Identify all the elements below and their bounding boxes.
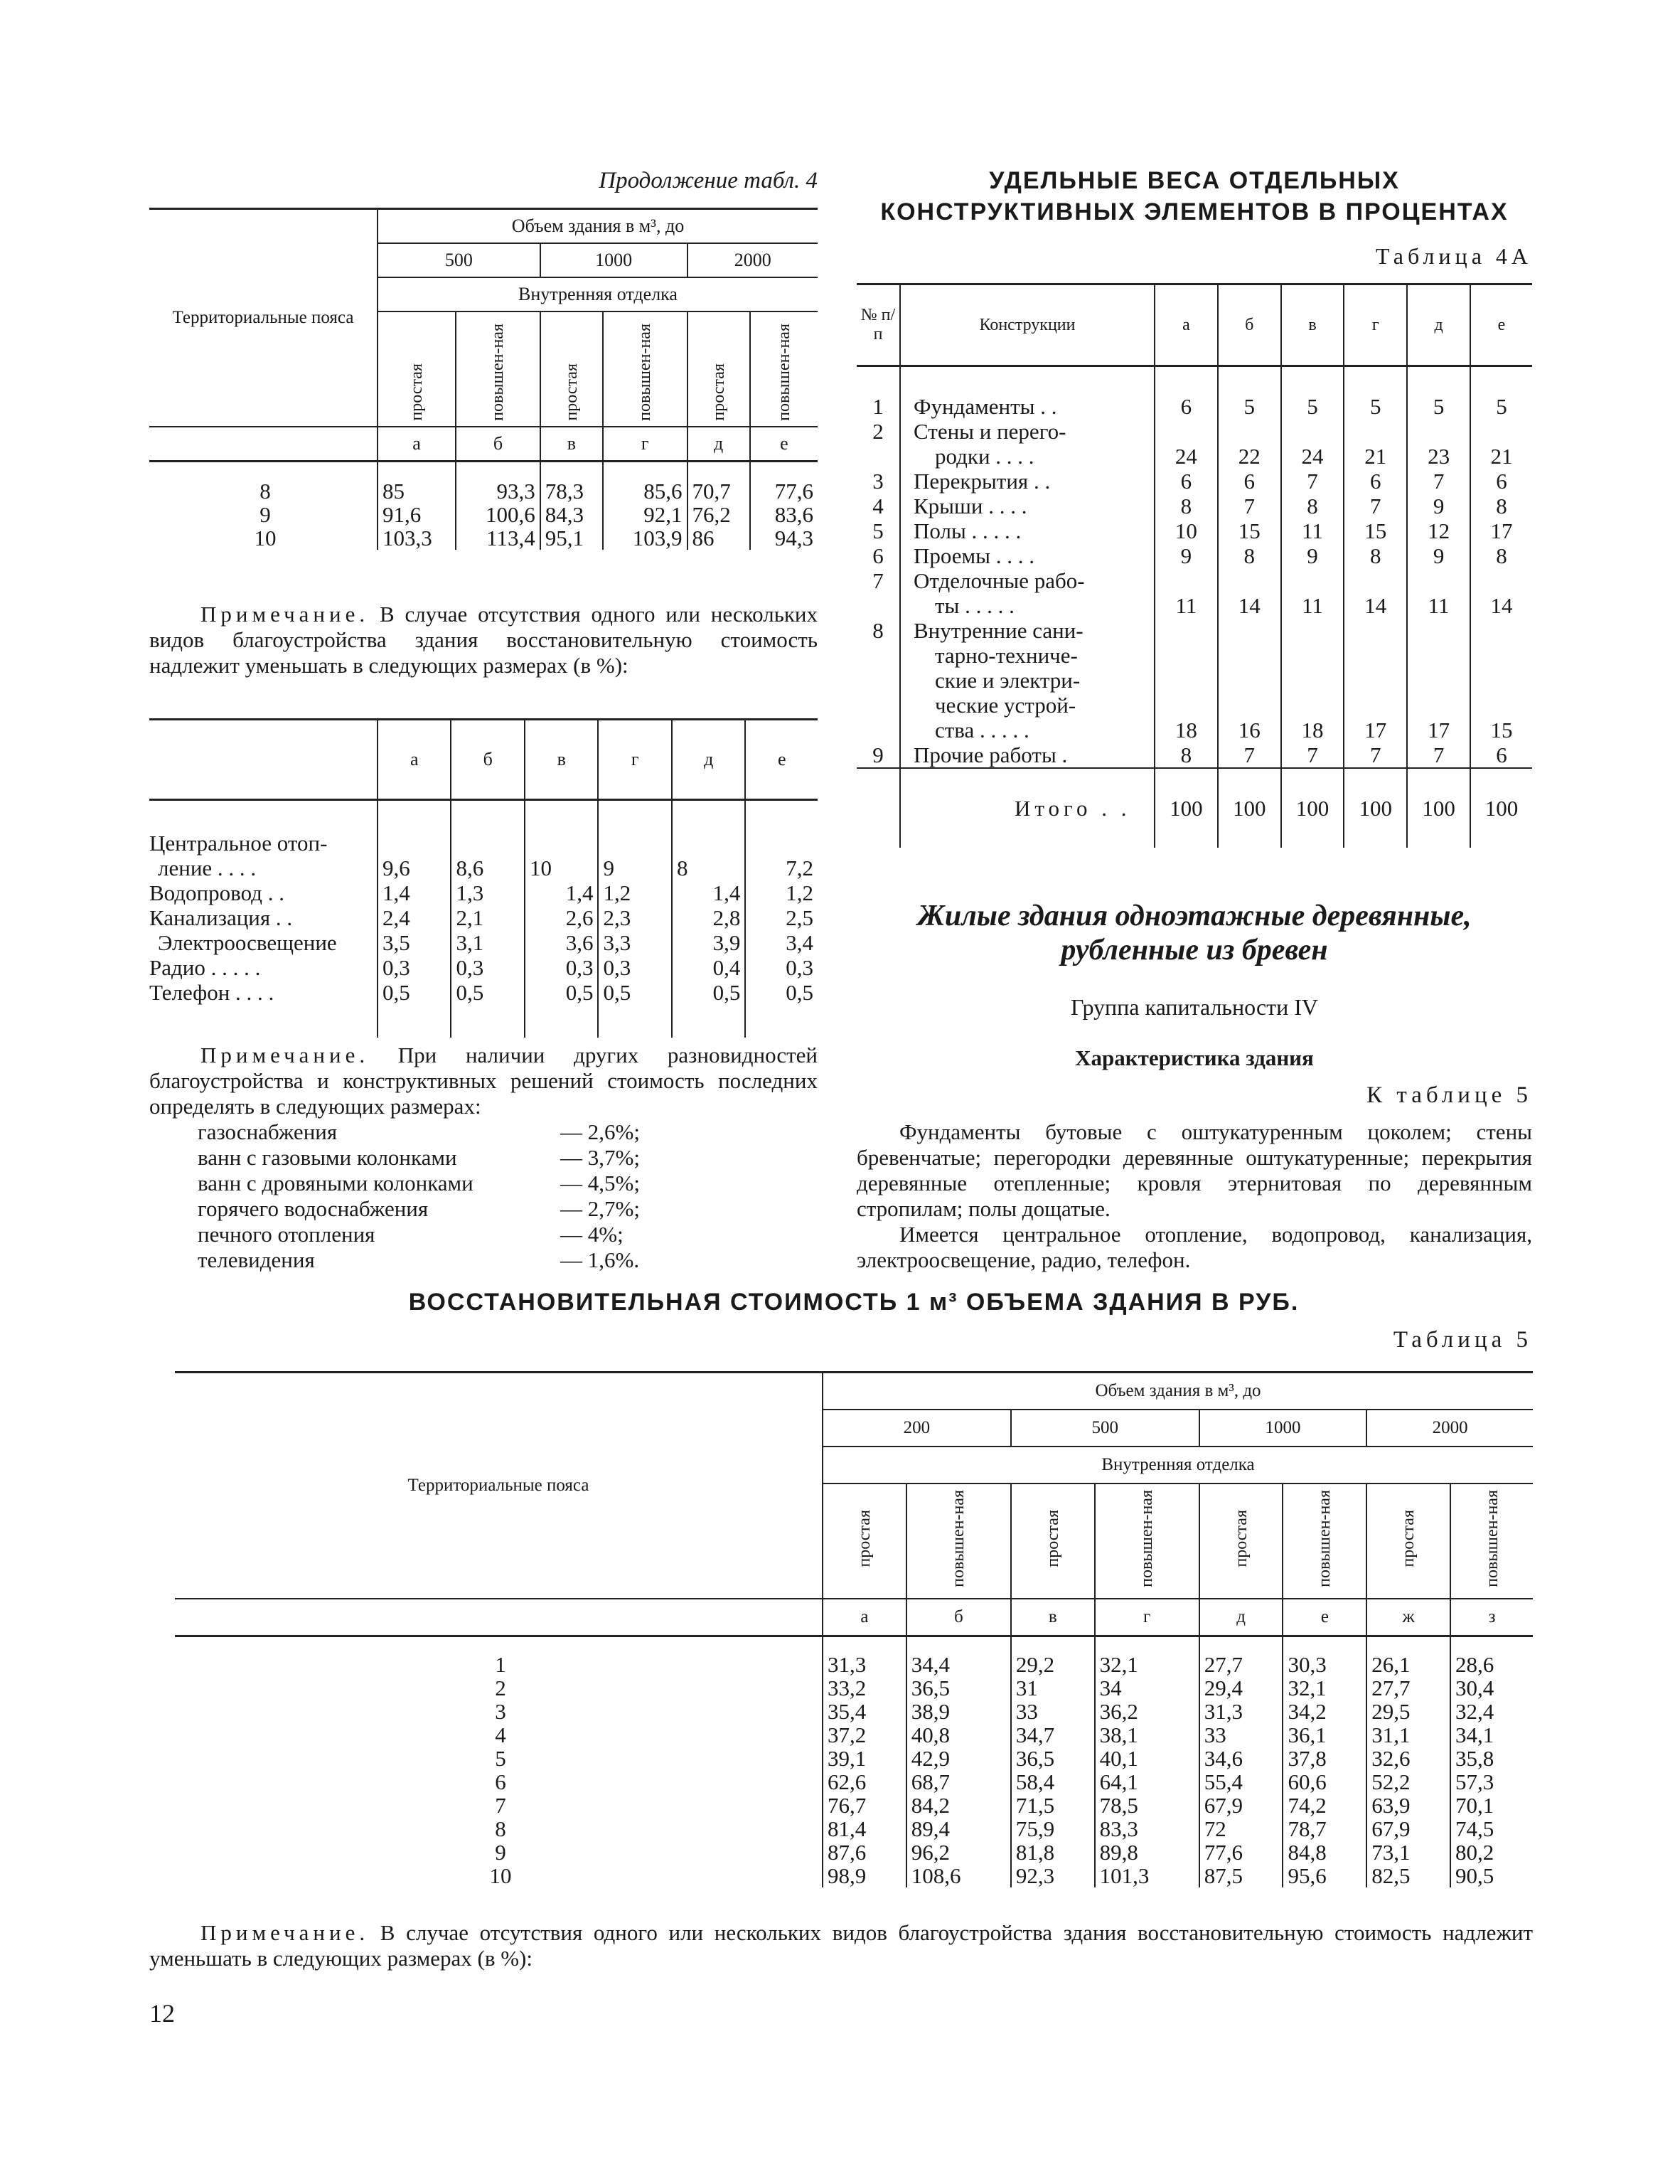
list-item: печного отопления — 4%; xyxy=(198,1222,624,1247)
table4-left-header: Территориальные пояса xyxy=(149,209,378,427)
table-row: 7 76,7 84,2 71,5 78,5 67,9 74,2 63,9 70,1 xyxy=(175,1794,1533,1817)
table4-volume: 2000 xyxy=(687,243,818,277)
table-row: Канализация . . 2,4 2,1 2,6 2,3 2,8 2,5 xyxy=(149,905,818,930)
table5-letter: е xyxy=(1283,1599,1366,1636)
table-row: 5 39,1 42,9 36,5 40,1 34,6 37,8 32,6 35,8 xyxy=(175,1747,1533,1770)
note-3 xyxy=(149,1920,1533,1971)
table4-letter: г xyxy=(603,427,687,462)
table5-letter: д xyxy=(1199,1599,1283,1636)
table5-letter: а xyxy=(823,1599,906,1636)
table4a-letter: а xyxy=(1155,284,1218,366)
table5-volume: 2000 xyxy=(1366,1410,1533,1447)
list-item: горячего водоснабжения — 2,7%; xyxy=(198,1196,640,1221)
table-row: 5 Полы . . . . . 10 15 11 15 12 17 xyxy=(857,518,1532,543)
list-item: ванн с газовыми колонками — 3,7%; xyxy=(198,1145,640,1170)
table-row: тарно-техниче- xyxy=(857,643,1532,668)
table-row: 3 Перекрытия . . 6 6 7 6 7 6 xyxy=(857,469,1532,494)
table5-volume-header: Объем здания в м³, до xyxy=(823,1373,1533,1410)
table5-volume: 200 xyxy=(823,1410,1011,1447)
main-heading: ВОССТАНОВИТЕЛЬНАЯ СТОИМОСТЬ 1 м³ ОБЪЕМА ЗДАНИЯ В РУБ. xyxy=(408,1289,1300,1316)
table-row: Водопровод . . 1,4 1,3 1,4 1,2 1,4 1,2 xyxy=(149,880,818,905)
table5-caption: Таблица 5 xyxy=(1393,1327,1532,1353)
table-row: ты . . . . . 11 14 11 14 11 14 xyxy=(857,593,1532,618)
list-item: ванн с дровяными колонками — 4,5%; xyxy=(198,1171,640,1195)
page-number: 12 xyxy=(149,1999,175,2028)
table-row-total: Итого . . 100 100 100 100 100 100 xyxy=(857,768,1532,848)
list-item: газоснабжения — 2,6%; xyxy=(198,1119,640,1144)
table5-finish-type: повышен-ная xyxy=(906,1483,1011,1599)
table5-volume: 1000 xyxy=(1199,1410,1367,1447)
deductions-table-1 xyxy=(149,718,818,1038)
table5-letter: в xyxy=(1011,1599,1095,1636)
table4-volume-header: Объем здания в м³, до xyxy=(378,209,818,244)
table5-letter: г xyxy=(1095,1599,1199,1636)
note-2-text: При наличии других разновидностей благоустройства и конструктивных решений стоимость последних определять в следующих размерах: xyxy=(149,1043,818,1119)
note-1 xyxy=(149,602,818,678)
note-3-text: В случае отсутствия одного или нескольких видов благоустройства здания восстановительную стоимость надлежит уменьшать в следующих размерах (в %): xyxy=(149,1920,1534,1971)
ded1-letter: е xyxy=(745,720,818,800)
table4-finish-header: Внутренняя отделка xyxy=(378,277,818,311)
characteristics-text-2: Имеется центральное отопление, водопровод, канализация, электроосвещение, радио, телефон. xyxy=(857,1222,1532,1272)
table4-finish-type: повышен-ная xyxy=(750,311,818,427)
table-row: 1 Фундаменты . . 6 5 5 5 5 5 xyxy=(857,394,1532,419)
table4-finish-type: простая xyxy=(540,311,603,427)
table4-letter: а xyxy=(378,427,456,462)
table-row: 6 62,6 68,7 58,4 64,1 55,4 60,6 52,2 57,3 xyxy=(175,1770,1533,1794)
table4a-letter: д xyxy=(1407,284,1470,366)
table5-finish-header: Внутренняя отделка xyxy=(823,1447,1533,1483)
table-row: ление . . . . 9,6 8,6 10 9 8 7,2 xyxy=(149,856,818,880)
ded1-letter: б xyxy=(451,720,524,800)
table4-finish-type: повышен-ная xyxy=(603,311,687,427)
list-item: телевидения — 1,6%. xyxy=(198,1247,640,1272)
table5-letter: ж xyxy=(1366,1599,1450,1636)
table-row: 3 35,4 38,9 33 36,2 31,3 34,2 29,5 32,4 xyxy=(175,1700,1533,1723)
table4-finish-type: простая xyxy=(378,311,456,427)
table-row: Центральное отоп- xyxy=(149,831,818,856)
table-row: 1 31,3 34,4 29,2 32,1 27,7 30,3 26,1 28,6 xyxy=(175,1653,1533,1676)
table-row: родки . . . . 24 22 24 21 23 21 xyxy=(857,444,1532,469)
table5-finish-type: повышен-ная xyxy=(1283,1483,1366,1599)
table5-letter: б xyxy=(906,1599,1011,1636)
table5-finish-type: простая xyxy=(1199,1483,1283,1599)
table4a-letter: г xyxy=(1344,284,1407,366)
table4-finish-type: простая xyxy=(687,311,750,427)
note-2-list xyxy=(198,1119,653,1273)
table5-finish-type: повышен-ная xyxy=(1095,1483,1199,1599)
table-row: Телефон . . . . 0,5 0,5 0,5 0,5 0,5 0,5 xyxy=(149,980,818,1005)
table4a-col-name: Конструкции xyxy=(900,284,1155,366)
table4-letter: в xyxy=(540,427,603,462)
right-heading: УДЕЛЬНЫЕ ВЕСА ОТДЕЛЬНЫХ КОНСТРУКТИВНЫХ ЭЛЕМЕНТОВ В ПРОЦЕНТАХ xyxy=(880,167,1509,225)
table4-volume: 500 xyxy=(378,243,540,277)
table4-finish-type: повышен-ная xyxy=(456,311,540,427)
note-3-label: Примечание. xyxy=(200,1920,370,1945)
table-row: Радио . . . . . 0,3 0,3 0,3 0,3 0,4 0,3 xyxy=(149,955,818,980)
capital-group: Группа капитальности IV xyxy=(1070,994,1319,1020)
note-1-label: Примечание. xyxy=(200,602,370,627)
table-row: 7 Отделочные рабо- xyxy=(857,568,1532,593)
table-row: 4 Крыши . . . . 8 7 8 7 9 8 xyxy=(857,494,1532,518)
table4-continuation xyxy=(149,208,818,550)
characteristics-heading: Характеристика здания xyxy=(1075,1045,1314,1070)
note-1-text: В случае отсутствия одного или нескольких видов благоустройства здания восстановительную стоимость надлежит уменьшать в следующих размерах (в %): xyxy=(149,602,818,678)
table5-volume: 500 xyxy=(1011,1410,1199,1447)
ded1-letter: а xyxy=(378,720,451,800)
table4-letter: б xyxy=(456,427,540,462)
table4-caption: Продолжение табл. 4 xyxy=(599,168,818,193)
ded1-letter: д xyxy=(672,720,745,800)
note-2 xyxy=(149,1043,818,1119)
table5-left-header: Территориальные пояса xyxy=(175,1373,823,1599)
table-row: 9 91,6 100,6 84,3 92,1 76,2 83,6 xyxy=(149,503,818,526)
table-row: ские и электри- xyxy=(857,668,1532,693)
table4a-caption: Таблица 4А xyxy=(1376,243,1532,269)
ded1-letter: в xyxy=(525,720,598,800)
table5-finish-type: простая xyxy=(1011,1483,1095,1599)
table4-volume: 1000 xyxy=(540,243,687,277)
table4-letter: д xyxy=(687,427,750,462)
section-title: Жилые здания одноэтажные деревянные, рубленные из бревен xyxy=(917,900,1472,966)
table-row: Электроосвещение 3,5 3,1 3,6 3,3 3,9 3,4 xyxy=(149,930,818,955)
table4a-letter: в xyxy=(1281,284,1344,366)
table4a xyxy=(857,283,1532,848)
table4a-letter: е xyxy=(1470,284,1532,366)
table-row: 4 37,2 40,8 34,7 38,1 33 36,1 31,1 34,1 xyxy=(175,1723,1533,1747)
table4a-letter: б xyxy=(1218,284,1281,366)
table5-finish-type: простая xyxy=(823,1483,906,1599)
table5 xyxy=(175,1371,1533,1887)
table-row: 10 103,3 113,4 95,1 103,9 86 94,3 xyxy=(149,526,818,550)
table-row: 2 33,2 36,5 31 34 29,4 32,1 27,7 30,4 xyxy=(175,1676,1533,1700)
table-row: 9 87,6 96,2 81,8 89,8 77,6 84,8 73,1 80,2 xyxy=(175,1841,1533,1864)
table-row: 2 Стены и перего- xyxy=(857,419,1532,444)
note-2-label: Примечание. xyxy=(200,1043,370,1067)
table5-finish-type: повышен-ная xyxy=(1450,1483,1533,1599)
table-row: 8 81,4 89,4 75,9 83,3 72 78,7 67,9 74,5 xyxy=(175,1817,1533,1841)
table-row: ческие устрой- xyxy=(857,693,1532,718)
table5-letter: з xyxy=(1450,1599,1533,1636)
table-row: 8 Внутренние сани- xyxy=(857,618,1532,643)
table4-letter: е xyxy=(750,427,818,462)
table-row: 6 Проемы . . . . 9 8 9 8 9 8 xyxy=(857,543,1532,568)
table-row: 8 85 93,3 78,3 85,6 70,7 77,6 xyxy=(149,479,818,503)
table5-finish-type: простая xyxy=(1366,1483,1450,1599)
characteristics-text-1: Фундаменты бутовые с оштукатуренным цоколем; стены бревенчатые; перегородки деревянные оштукатуренные; перекрытия деревянные отепленные; кровля этернитовая по деревянным стропилам; полы дощатые. xyxy=(857,1119,1532,1221)
ded1-letter: г xyxy=(598,720,671,800)
table-row: ства . . . . . 18 16 18 17 17 15 xyxy=(857,718,1532,742)
to-table-5: К таблице 5 xyxy=(1366,1082,1532,1108)
table4a-col-num: № п/п xyxy=(857,284,900,366)
table-row: 10 98,9 108,6 92,3 101,3 87,5 95,6 82,5 90,5 xyxy=(175,1864,1533,1887)
table-row: 9 Прочие работы . 8 7 7 7 7 6 xyxy=(857,742,1532,768)
